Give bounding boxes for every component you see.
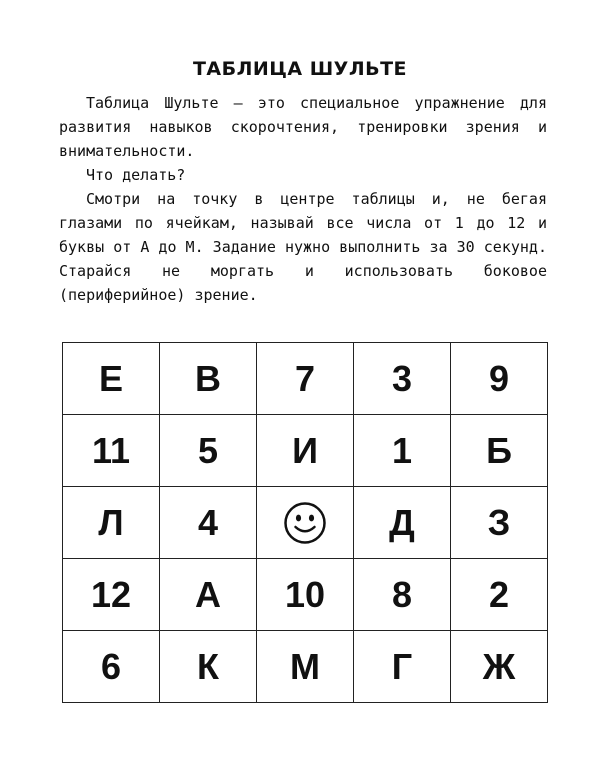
- table-cell: М: [257, 631, 354, 703]
- table-row: [63, 343, 548, 415]
- table-cell: А: [160, 559, 257, 631]
- table-cell: З: [451, 487, 548, 559]
- table-cell: И: [257, 415, 354, 487]
- table-cell: 7: [257, 343, 354, 415]
- schulte-table: [62, 342, 548, 703]
- table-cell: Г: [354, 631, 451, 703]
- table-cell: 1: [354, 415, 451, 487]
- page-title: ТАБЛИЦА ШУЛЬТЕ: [192, 58, 408, 80]
- table-cell: Ж: [451, 631, 548, 703]
- table-cell: 3: [354, 343, 451, 415]
- table-cell: Е: [63, 343, 160, 415]
- table-cell: Б: [451, 415, 548, 487]
- smiley-face-icon: [283, 501, 327, 545]
- table-cell: 6: [63, 631, 160, 703]
- question-paragraph: Что делать?: [86, 166, 186, 184]
- table-row: [63, 559, 548, 631]
- table-row: [63, 631, 548, 703]
- table-row: [63, 487, 548, 559]
- task-paragraph: Смотри на точку в центре таблицы и, не бегая глазами по ячейкам, называй все числа от 1 до 12 и буквы от А до М. Задание нужно выполнить за 30 секунд. Старайся не моргать и использовать боковое (периферийное) зрение.: [59, 190, 547, 304]
- table-cell: В: [160, 343, 257, 415]
- table-row: [63, 415, 548, 487]
- table-cell: 9: [451, 343, 548, 415]
- table-cell: 8: [354, 559, 451, 631]
- instructions-text: [59, 91, 547, 307]
- table-cell: Д: [354, 487, 451, 559]
- table-cell: Л: [63, 487, 160, 559]
- table-cell: 11: [63, 415, 160, 487]
- table-cell: 2: [451, 559, 548, 631]
- table-cell: 10: [257, 559, 354, 631]
- table-cell: К: [160, 631, 257, 703]
- table-cell: 4: [160, 487, 257, 559]
- center-cell: [257, 487, 354, 559]
- table-cell: 5: [160, 415, 257, 487]
- intro-paragraph: Таблица Шульте — это специальное упражнение для развития навыков скорочтения, тренировки зрения и внимательности.: [59, 94, 547, 160]
- table-cell: 12: [63, 559, 160, 631]
